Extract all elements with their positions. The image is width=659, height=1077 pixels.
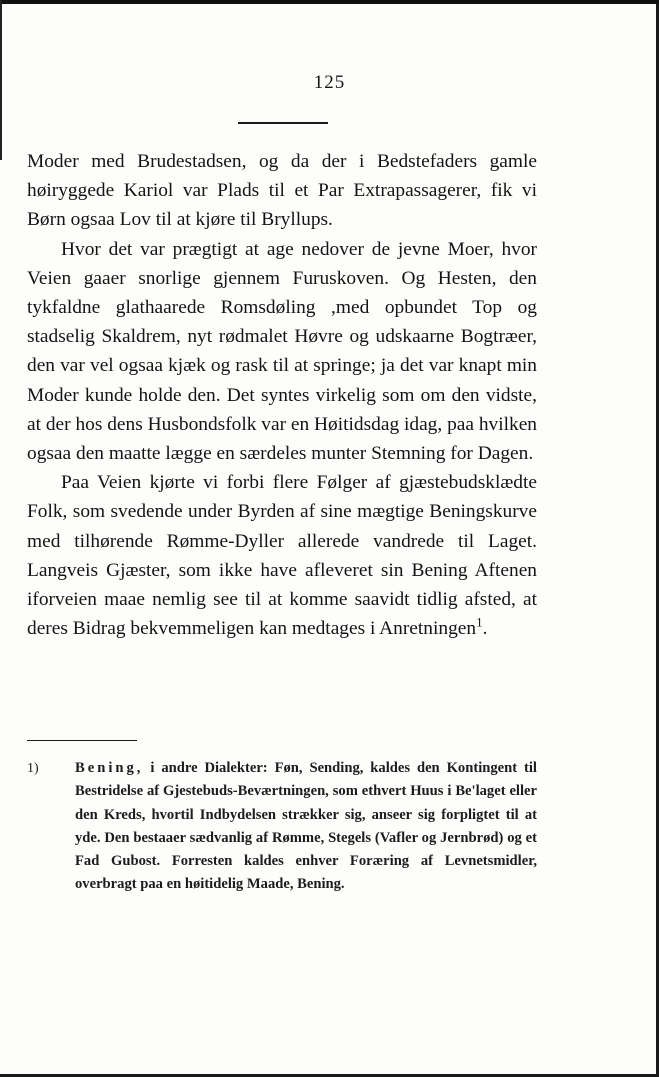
footnote-reference[interactable]: 1 bbox=[476, 614, 483, 630]
paragraph-3 bbox=[27, 468, 537, 643]
footnote-paragraph bbox=[27, 757, 537, 897]
footnote bbox=[27, 757, 537, 897]
footnote-text: i andre Dialekter: Føn, Sending, kaldes den Kontingent til Bestridelse af Gjestebuds-Beværtningen, som ethvert Huus i Be'laget eller den Kreds, hvortil Indbydelsen strækker sig, anseer sig forpligtet til at yde. Den bestaaer sædvanlig af Rømme, Stegels (Vafler og Jernbrød) og et Fad Gubost. Forresten kaldes enhver Foræring af Levnetsmidler, overbragt paa en høitidelig Maade, Bening. bbox=[75, 760, 537, 893]
paragraph-2: Hvor det var prægtigt at age nedover de jevne Moer, hvor Veien gaaer snorlige gjennem Furuskoven. Og Hesten, den tykfaldne glathaarede Romsdøling ,med opbundet Top og stadselig Skaldrem, nyt rødmalet Høvre og udskaarne Bogtræer, den var vel ogsaa kjæk og rask til at springe; ja det var knapt min Moder kunde holde den. Det syntes virkelig som om den vidste, at der hos dens Husbondsfolk var en Høitidsdag idag, paa hvilken ogsaa den maatte lægge en særdeles munter Stemning for Dagen. bbox=[27, 238, 537, 465]
paragraph-3-ending: . bbox=[482, 618, 488, 640]
footnote-marker: 1) bbox=[27, 761, 39, 776]
page-number: 125 bbox=[313, 72, 346, 93]
scan-edge-top bbox=[0, 0, 659, 4]
header-rule bbox=[238, 122, 328, 124]
paragraph-1: Moder med Brudestadsen, og da der i Bedstefaders gamle høiryggede Kariol var Plads til et Par Extrapassagerer, fik vi Børn ogsaa Lov til at kjøre til Bryllups. bbox=[27, 151, 537, 231]
body-text bbox=[27, 147, 537, 643]
footnote-term: Bening, bbox=[75, 760, 144, 776]
paragraph-3-text: Paa Veien kjørte vi forbi flere Følger af gjæstebudsklædte Folk, som svedende under Byrden af sine mægtige Beningskurve med tilhørende Rømme-Dyller allerede vandrede til Laget. Langveis Gjæster, som ikke have afleveret sin Bening Aftenen iforveien maae nemlig see til at komme saavidt tidlig afsted, at deres Bidrag bekvemmeligen kan medtages i Anretningen bbox=[27, 472, 537, 640]
footnote-rule bbox=[27, 740, 137, 741]
